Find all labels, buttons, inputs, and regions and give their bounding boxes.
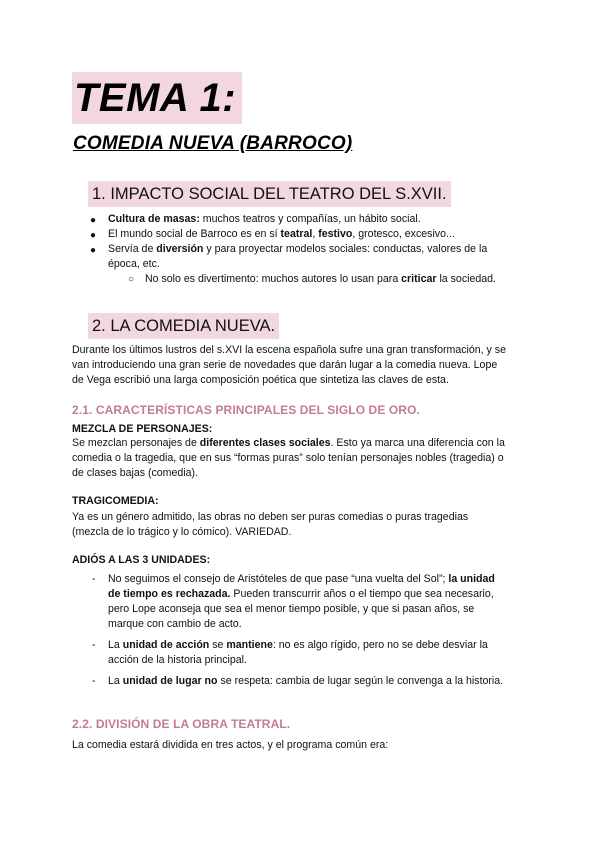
section-1-item-3-cont: época, etc. bbox=[108, 258, 160, 270]
mezcla-line: de clases bajas (comedia). bbox=[72, 467, 199, 479]
dash-icon: - bbox=[92, 573, 96, 585]
tragicomedia-label: TRAGICOMEDIA: bbox=[72, 495, 159, 507]
section-2-heading: 2. LA COMEDIA NUEVA. bbox=[88, 313, 279, 339]
mezcla-line: comedia o la tragedia, que en sus “formas puras” solo tenían personajes nobles (tragedia) o bbox=[72, 452, 504, 464]
unidades-item-2-line: acción de la historia principal. bbox=[108, 654, 247, 666]
section-1-item-1: Cultura de masas: muchos teatros y compañías, un hábito social. bbox=[108, 213, 421, 225]
page-title: TEMA 1: bbox=[72, 72, 242, 124]
unidades-item-1-line: pero Lope aconseja que sea el menor tiempo posible, y que si pasan años, se bbox=[108, 603, 475, 615]
bullet-icon: ● bbox=[90, 230, 97, 241]
bullet-icon: ● bbox=[90, 245, 97, 256]
unidades-item-1-line: marque con cambio de acto. bbox=[108, 618, 242, 630]
section-2-2-heading: 2.2. DIVISIÓN DE LA OBRA TEATRAL. bbox=[72, 717, 291, 731]
dash-icon: - bbox=[92, 639, 96, 651]
section-2-2-text: La comedia estará dividida en tres actos, y el programa común era: bbox=[72, 739, 389, 751]
tragicomedia-line: (mezcla de lo trágico y lo cómico). VARIEDAD. bbox=[72, 526, 292, 538]
unidades-item-3-line: La unidad de lugar no se respeta: cambia de lugar según le convenga a la historia. bbox=[108, 675, 504, 687]
unidades-item-1-line: de tiempo es rechazada. Pueden transcurrir años o el tiempo que sea necesario, bbox=[108, 588, 494, 600]
unidades-item-1-line: No seguimos el consejo de Aristóteles de que pase “una vuelta del Sol”; la unidad bbox=[108, 573, 495, 585]
bullet-icon: ● bbox=[90, 215, 97, 226]
section-1-heading: 1. IMPACTO SOCIAL DEL TEATRO DEL S.XVII. bbox=[88, 181, 451, 207]
tragicomedia-line: Ya es un género admitido, las obras no deben ser puras comedias o puras tragedias bbox=[72, 511, 469, 523]
dash-icon: - bbox=[92, 675, 96, 687]
mezcla-line: Se mezclan personajes de diferentes clases sociales. Esto ya marca una diferencia con la bbox=[72, 437, 505, 449]
circle-bullet-icon: ○ bbox=[128, 274, 135, 285]
section-2-intro-line: Durante los últimos lustros del s.XVI la escena española sufre una gran transformación, y se bbox=[72, 344, 506, 356]
section-1-item-2: El mundo social de Barroco es en sí teatral, festivo, grotesco, excesivo... bbox=[108, 228, 455, 240]
section-2-intro-line: de Vega escribió una larga composición poética que sintetiza las claves de esta. bbox=[72, 374, 449, 386]
section-1-subitem: No solo es divertimento: muchos autores lo usan para criticar la sociedad. bbox=[145, 273, 496, 285]
mezcla-label: MEZCLA DE PERSONAJES: bbox=[72, 423, 213, 435]
section-2-1-heading: 2.1. CARACTERÍSTICAS PRINCIPALES DEL SIGLO DE ORO. bbox=[72, 403, 420, 417]
section-2-intro-line: van introduciendo una gran serie de novedades que darán lugar a la comedia nueva. Lope bbox=[72, 359, 498, 371]
unidades-label: ADIÓS A LAS 3 UNIDADES: bbox=[72, 554, 211, 566]
unidades-item-2-line: La unidad de acción se mantiene: no es algo rígido, pero no se debe desviar la bbox=[108, 639, 488, 651]
page-subtitle: COMEDIA NUEVA (BARROCO) bbox=[73, 133, 353, 154]
section-1-item-3: Servía de diversión y para proyectar modelos sociales: conductas, valores de la bbox=[108, 243, 488, 255]
